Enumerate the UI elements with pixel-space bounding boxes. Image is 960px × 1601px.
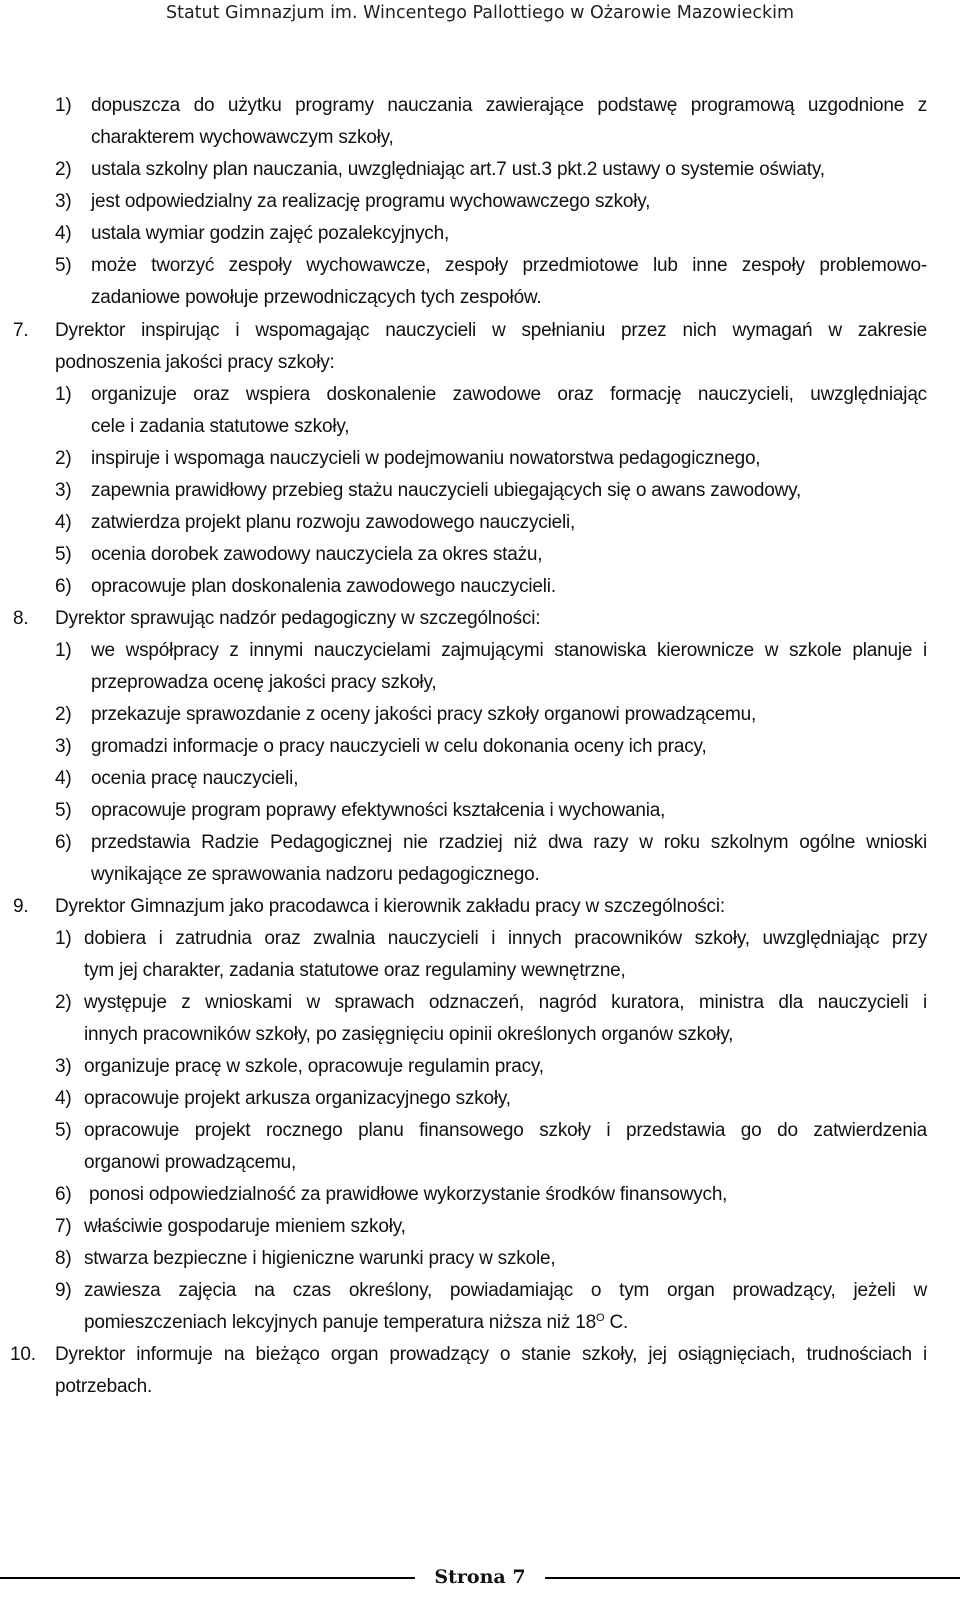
item-number: 6) xyxy=(55,1184,72,1205)
item-number: 4) xyxy=(55,223,72,244)
section-text: Dyrektor informuje na bieżąco organ prowadzący o stanie szkoły, jej osiągnięciach, trudnościach i xyxy=(55,1344,927,1365)
temperature-text: pomieszczeniach lekcyjnych panuje temperatura niższa niż 18 xyxy=(84,1312,597,1333)
item-text: ustala szkolny plan nauczania, uwzględniając art.7 ust.3 pkt.2 ustawy o systemie oświaty, xyxy=(91,159,825,180)
item-text-continuation: zadaniowe powołuje przewodniczących tych zespołów. xyxy=(91,287,542,308)
footer-rule-left xyxy=(0,1577,415,1579)
item-number: 4) xyxy=(55,768,72,789)
item-text-continuation: wynikające ze sprawowania nadzoru pedagogicznego. xyxy=(91,864,540,885)
item-number: 5) xyxy=(55,255,72,276)
item-text-continuation: innych pracowników szkoły, po zasięgnięciu opinii określonych organów szkoły, xyxy=(84,1024,734,1045)
item-text: przedstawia Radzie Pedagogicznej nie rzadziej niż dwa razy w roku szkolnym ogólne wnioski xyxy=(91,832,927,853)
item-text: występuje z wnioskami w sprawach odznaczeń, nagród kuratora, ministra dla nauczycieli i xyxy=(84,992,927,1013)
section-text: Dyrektor sprawując nadzór pedagogiczny w szczególności: xyxy=(55,608,541,629)
item-text: dopuszcza do użytku programy nauczania zawierające podstawę programową uzgodnione z xyxy=(91,95,927,116)
item-number: 2) xyxy=(55,992,72,1013)
item-number: 4) xyxy=(55,1088,72,1109)
item-text: we współpracy z innymi nauczycielami zajmującymi stanowiska kierownicze w szkole planuje i xyxy=(91,640,927,661)
running-header: Statut Gimnazjum im. Wincentego Pallottiego w Ożarowie Mazowieckim xyxy=(165,3,795,23)
section-number: 8. xyxy=(13,608,29,629)
item-number: 5) xyxy=(55,1120,72,1141)
item-number: 1) xyxy=(55,928,72,949)
item-text: przekazuje sprawozdanie z oceny jakości pracy szkoły organowi prowadzącemu, xyxy=(91,704,757,725)
item-number: 1) xyxy=(55,384,72,405)
page-number: Strona 7 xyxy=(434,1566,526,1588)
section-number: 7. xyxy=(13,320,29,341)
section-text-continuation: podnoszenia jakości pracy szkoły: xyxy=(55,352,335,373)
item-text: właściwie gospodaruje mieniem szkoły, xyxy=(84,1216,406,1237)
item-text-continuation: tym jej charakter, zadania statutowe oraz regulaminy wewnętrzne, xyxy=(84,960,626,981)
item-number: 9) xyxy=(55,1280,72,1301)
item-text: zapewnia prawidłowy przebieg stażu nauczycieli ubiegających się o awans zawodowy, xyxy=(91,480,802,501)
section-text-continuation: potrzebach. xyxy=(55,1376,153,1397)
item-text: inspiruje i wspomaga nauczycieli w podejmowaniu nowatorstwa pedagogicznego, xyxy=(91,448,761,469)
item-text-continuation: przeprowadza ocenę jakości pracy szkoły, xyxy=(91,672,437,693)
item-number: 1) xyxy=(55,95,72,116)
item-text: opracowuje plan doskonalenia zawodowego nauczycieli. xyxy=(91,576,556,597)
item-text-continuation: cele i zadania statutowe szkoły, xyxy=(91,416,350,437)
item-text-continuation xyxy=(84,1310,628,1336)
item-text: opracowuje projekt rocznego planu finansowego szkoły i przedstawia go do zatwierdzenia xyxy=(84,1120,927,1141)
degree-superscript: O xyxy=(596,1312,605,1324)
item-text: opracowuje program poprawy efektywności kształcenia i wychowania, xyxy=(91,800,666,821)
item-number: 4) xyxy=(55,512,72,533)
item-text: stwarza bezpieczne i higieniczne warunki pracy w szkole, xyxy=(84,1248,556,1269)
item-number: 3) xyxy=(55,1056,72,1077)
footer-rule-right xyxy=(545,1577,960,1579)
item-text: organizuje pracę w szkole, opracowuje regulamin pracy, xyxy=(84,1056,544,1077)
item-number: 6) xyxy=(55,832,72,853)
item-number: 8) xyxy=(55,1248,72,1269)
item-text-continuation: organowi prowadzącemu, xyxy=(84,1152,297,1173)
item-text: ponosi odpowiedzialność za prawidłowe wykorzystanie środków finansowych, xyxy=(89,1184,728,1205)
item-number: 7) xyxy=(55,1216,72,1237)
item-text: ocenia pracę nauczycieli, xyxy=(91,768,299,789)
item-text: zatwierdza projekt planu rozwoju zawodowego nauczycieli, xyxy=(91,512,576,533)
item-number: 2) xyxy=(55,159,72,180)
item-number: 2) xyxy=(55,448,72,469)
item-text: zawiesza zajęcia na czas określony, powiadamiając o tym organ prowadzący, jeżeli w xyxy=(84,1280,927,1301)
item-text-continuation: charakterem wychowawczym szkoły, xyxy=(91,127,394,148)
item-text: ustala wymiar godzin zajęć pozalekcyjnych, xyxy=(91,223,450,244)
item-text: ocenia dorobek zawodowy nauczyciela za okres stażu, xyxy=(91,544,543,565)
item-text: jest odpowiedzialny za realizację programu wychowawczego szkoły, xyxy=(91,191,651,212)
item-number: 1) xyxy=(55,640,72,661)
item-number: 5) xyxy=(55,800,72,821)
item-text: organizuje oraz wspiera doskonalenie zawodowe oraz formację nauczycieli, uwzględniając xyxy=(91,384,927,405)
item-text: dobiera i zatrudnia oraz zwalnia nauczycieli i innych pracowników szkoły, uwzględniając przy xyxy=(84,928,927,949)
item-text: gromadzi informacje o pracy nauczycieli w celu dokonania oceny ich pracy, xyxy=(91,736,707,757)
item-number: 2) xyxy=(55,704,72,725)
temperature-unit: C. xyxy=(604,1312,629,1333)
section-text: Dyrektor inspirując i wspomagając nauczycieli w spełnianiu przez nich wymagań w zakresie xyxy=(55,320,927,341)
item-number: 5) xyxy=(55,544,72,565)
item-text: opracowuje projekt arkusza organizacyjnego szkoły, xyxy=(84,1088,511,1109)
section-number: 10. xyxy=(10,1344,36,1365)
section-text: Dyrektor Gimnazjum jako pracodawca i kierownik zakładu pracy w szczególności: xyxy=(55,896,725,917)
item-number: 6) xyxy=(55,576,72,597)
item-text: może tworzyć zespoły wychowawcze, zespoły przedmiotowe lub inne zespoły problemowo- xyxy=(91,255,927,276)
section-number: 9. xyxy=(13,896,29,917)
item-number: 3) xyxy=(55,480,72,501)
item-number: 3) xyxy=(55,191,72,212)
item-number: 3) xyxy=(55,736,72,757)
